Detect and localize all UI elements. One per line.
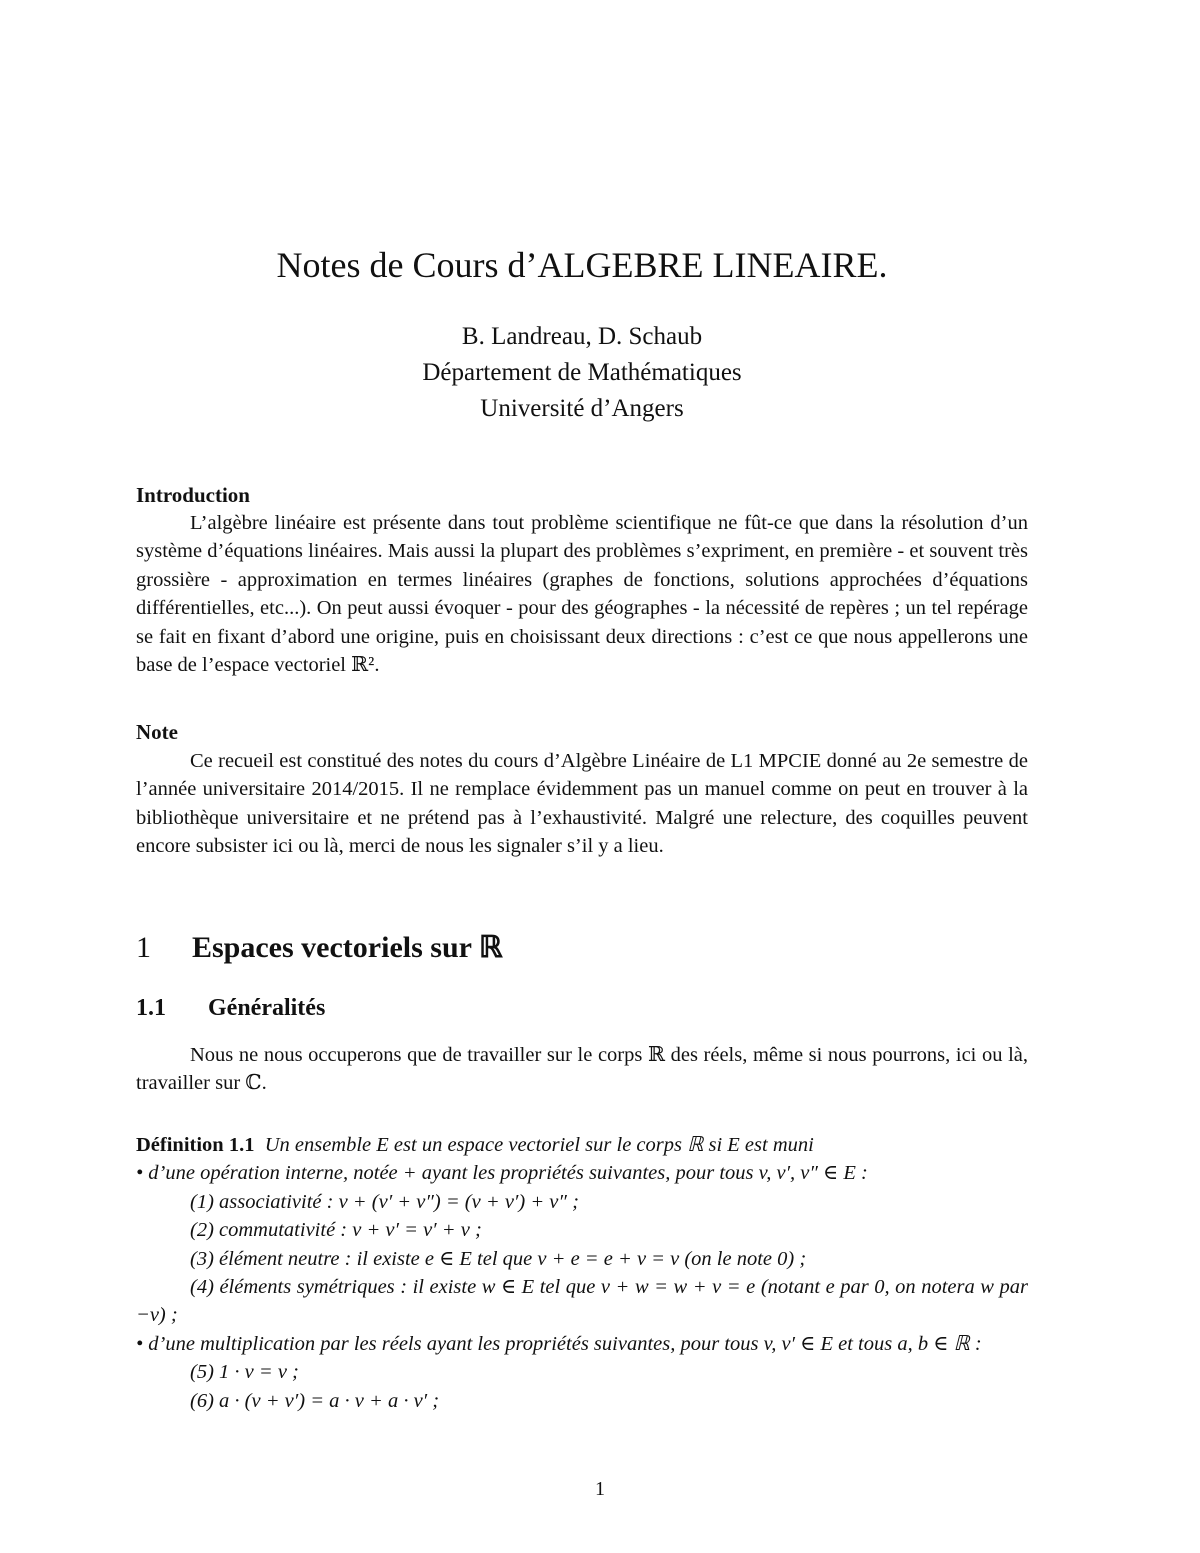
definition-item-associativity: (1) associativité : v + (v′ + v″) = (v + v′) + v″ ; [190, 1190, 579, 1213]
note-text: Ce recueil est constitué des notes du cours d’Algèbre Linéaire de L1 MPCIE donné au 2e semestre de l’année universitaire 2014/2015. Il ne remplace évidemment pas un manuel comme on peut en trouver à la bibliothèque universitaire et ne prétend pas à l’exhaustivité. Malgré une relecture, des coquilles peuvent encore subsister ici ou là, merci de nous les signaler s’il y a lieu. [136, 750, 1028, 858]
document-title: Notes de Cours d’ALGEBRE LINEAIRE. [276, 245, 888, 285]
definition-item-commutativity: (2) commutativité : v + v′ = v′ + v ; [190, 1219, 482, 1242]
section-heading [136, 928, 503, 968]
university: Université d’Angers [480, 395, 684, 422]
page-number: 1 [595, 1478, 605, 1500]
subsection-number: 1.1 [136, 995, 166, 1021]
subsection-text: Nous ne nous occuperons que de travailler sur le corps ℝ des réels, même si nous pourrons, ici ou là, travailler sur ℂ. [136, 1044, 1028, 1095]
definition-item-unit: (5) 1 · v = v ; [190, 1361, 299, 1384]
authors: B. Landreau, D. Schaub [461, 323, 703, 350]
author-block [136, 319, 1028, 427]
section-number: 1 [136, 931, 151, 964]
definition-block [136, 1131, 1028, 1415]
section-title: Espaces vectoriels sur ℝ [192, 931, 503, 964]
subsection-heading [136, 992, 325, 1024]
definition-label: Définition 1.1 [136, 1134, 255, 1156]
definition-item-neutral-element: (3) élément neutre : il existe e ∈ E tel que v + e = e + v = v (on le note 0) ; [190, 1247, 807, 1270]
definition-intro: Un ensemble E est un espace vectoriel sur le corps ℝ si E est muni [264, 1134, 814, 1156]
definition-intro-line [136, 1131, 1028, 1159]
definition-item-symmetric-elements: (4) éléments symétriques : il existe w ∈ E tel que v + w = w + v = e (notant e par 0, on notera w par −v) ; [136, 1276, 1028, 1327]
subsection-title: Généralités [208, 995, 326, 1021]
definition-bullet-internal-operation: • d’une opération interne, notée + ayant les propriétés suivantes, pour tous v, v′, v″ ∈ E : [136, 1162, 868, 1185]
definition-bullet-scalar-multiplication: • d’une multiplication par les réels ayant les propriétés suivantes, pour tous v, v′ ∈ E et tous a, b ∈ ℝ : [136, 1332, 982, 1355]
introduction-text: L’algèbre linéaire est présente dans tout problème scientifique ne fût-ce que dans la résolution d’un système d’équations linéaires. Mais aussi la plupart des problèmes s’expriment, en première - et souvent très grossière - approximation en termes linéaires (graphes de fonctions, solutions approchées d’équations différentielles, etc...). On peut aussi évoquer - pour des géographes - la nécessité de repères ; un tel repérage se fait en fixant d’abord une origine, puis en choisissant deux directions : c’est ce que nous appellerons une base de l’espace vectoriel ℝ². [136, 512, 1028, 677]
introduction-heading: Introduction [136, 483, 250, 507]
definition-item-distributivity: (6) a · (v + v′) = a · v + a · v′ ; [190, 1389, 440, 1412]
department: Département de Mathématiques [422, 359, 742, 386]
note-heading: Note [136, 720, 178, 744]
